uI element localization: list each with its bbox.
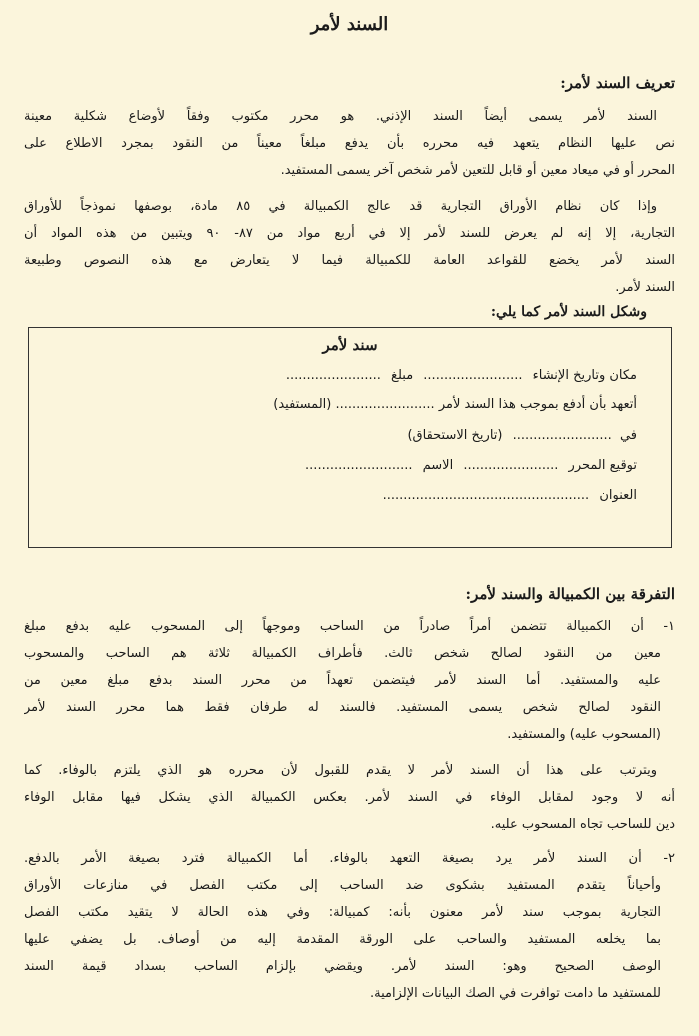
signature-label: توقيع المحرر <box>568 458 637 473</box>
name-dots: .......................... <box>305 458 413 473</box>
difference-point-1b <box>24 757 675 838</box>
text-line: التجارية، إلا إنه لم يعرض للسند لأمر إلا في أربع مواد من ٨٧- ٩٠ ويتبين من هذه المواد أن <box>24 226 675 241</box>
text-line: عليه والمستفيد. أما السند لأمر فيتضمن تعهداً من محرر السند بدفع مبلغ معين من <box>24 673 661 688</box>
address-dots: .................................................. <box>382 488 590 503</box>
text-line: التجارية بموجب سند لأمر معنون بأنه: كمبيالة: وفي هذه الحالة لا يتقيد مكتب الفصل <box>24 905 661 920</box>
text-line: وإذا كان نظام الأوراق التجارية قد عالج الكمبيالة في ٨٥ مادة، بوصفها نموذجاً للأوراق <box>24 199 657 214</box>
definition-paragraph-1 <box>24 103 675 184</box>
difference-heading: التفرقة بين الكمبيالة والسند لأمر: <box>465 585 675 603</box>
text-line: معين من النقود لصالح شخص ثالث. فأطراف الكمبيالة ثلاثة هم الساحب والمسحوب <box>24 646 661 661</box>
difference-point-2 <box>24 845 675 1007</box>
amount-label: مبلغ <box>391 368 414 383</box>
text-line: المحرر أو في ميعاد معين أو قابل للتعين لأمر شخص آخر يسمى المستفيد. <box>280 163 675 178</box>
beneficiary-label: (المستفيد) <box>273 397 332 412</box>
text-line: ويترتب على هذا أن السند لأمر لا يقدم للقبول لأن محرره هو الذي يلتزم بالوفاء. كما <box>24 763 657 778</box>
form-row-due <box>49 428 637 443</box>
place-date-dots: ........................ <box>423 368 523 383</box>
definition-heading: تعريف السند لأمر: <box>560 74 675 92</box>
text-line: (المسحوب عليه) والمستفيد. <box>507 727 661 742</box>
in-dots: ........................ <box>512 428 612 443</box>
text-line: النقود لصالح شخص يسمى المستفيد. فالسند له طرفان فقط هما محرر السند لأمر <box>24 700 661 715</box>
text-line: دين للساحب تجاه المسحوب عليه. <box>490 817 675 832</box>
pledge-dots: ........................ <box>335 397 435 412</box>
definition-paragraph-2 <box>24 193 675 301</box>
text-line: السند لأمر. <box>615 280 675 295</box>
page-title: السند لأمر <box>310 14 389 35</box>
text-line: نص عليها النظام يتعهد فيه محرره بأن يدفع مبلغاً معيناً من النقود بمجرد الاطلاع على <box>24 136 675 151</box>
text-line: الوصف الصحيح وهو: السند لأمر. ويقضي بإلزام الساحب بسداد قيمة السند <box>24 959 661 974</box>
text-line: السند لأمر يسمى أيضاً السند الإذني. هو محرر مكتوب وفقاً لأوضاع شكلية معينة <box>24 109 657 124</box>
text-line: بما يخلعه المستفيد والساحب على الورقة المقدمة إليه من أوصاف. بل يضفي عليها <box>24 932 661 947</box>
signature-dots: ....................... <box>463 458 559 473</box>
text-line: للمستفيد ما دامت توافرت في الصك البيانات الإلزامية. <box>370 986 661 1001</box>
promissory-note-form <box>28 327 672 548</box>
address-label: العنوان <box>599 488 637 503</box>
name-label: الاسم <box>422 458 454 473</box>
form-row-place-amount <box>49 368 637 383</box>
in-label: في <box>619 428 637 443</box>
amount-dots: ....................... <box>285 368 381 383</box>
text-line: أنه لا وجود لمقابل الوفاء في السند لأمر. بعكس الكمبيالة الذي يشكل فيها مقابل الوفاء <box>24 790 675 805</box>
text-line: ١- أن الكمبيالة تتضمن أمراً صادراً من الساحب وموجهاً إلى المسحوب عليه بدفع مبلغ <box>24 619 675 634</box>
form-title: سند لأمر <box>322 336 378 354</box>
form-row-signature <box>49 458 637 473</box>
difference-point-1 <box>24 613 675 748</box>
text-line: وأحياناً يتقدم المستفيد بشكوى ضد الساحب إلى مكتب الفصل في منازعات الأوراق <box>24 878 661 893</box>
pledge-text: أتعهد بأن أدفع بموجب هذا السند لأمر <box>438 397 637 412</box>
text-line: ٢- أن السند لأمر يرد بصيغة التعهد بالوفاء. أما الكمبيالة فترد بصيغة الأمر بالدفع. <box>24 851 675 866</box>
form-row-pledge <box>49 397 637 412</box>
place-date-label: مكان وتاريخ الإنشاء <box>532 368 637 383</box>
due-date-label: (تاريخ الاستحقاق) <box>407 428 503 443</box>
form-heading: وشكل السند لأمر كما يلي: <box>490 304 647 320</box>
text-line: السند لأمر يخضع للقواعد العامة للكمبيالة فيما لا يتعارض مع هذه النصوص وطبيعة <box>24 253 675 268</box>
form-row-address <box>49 488 637 503</box>
